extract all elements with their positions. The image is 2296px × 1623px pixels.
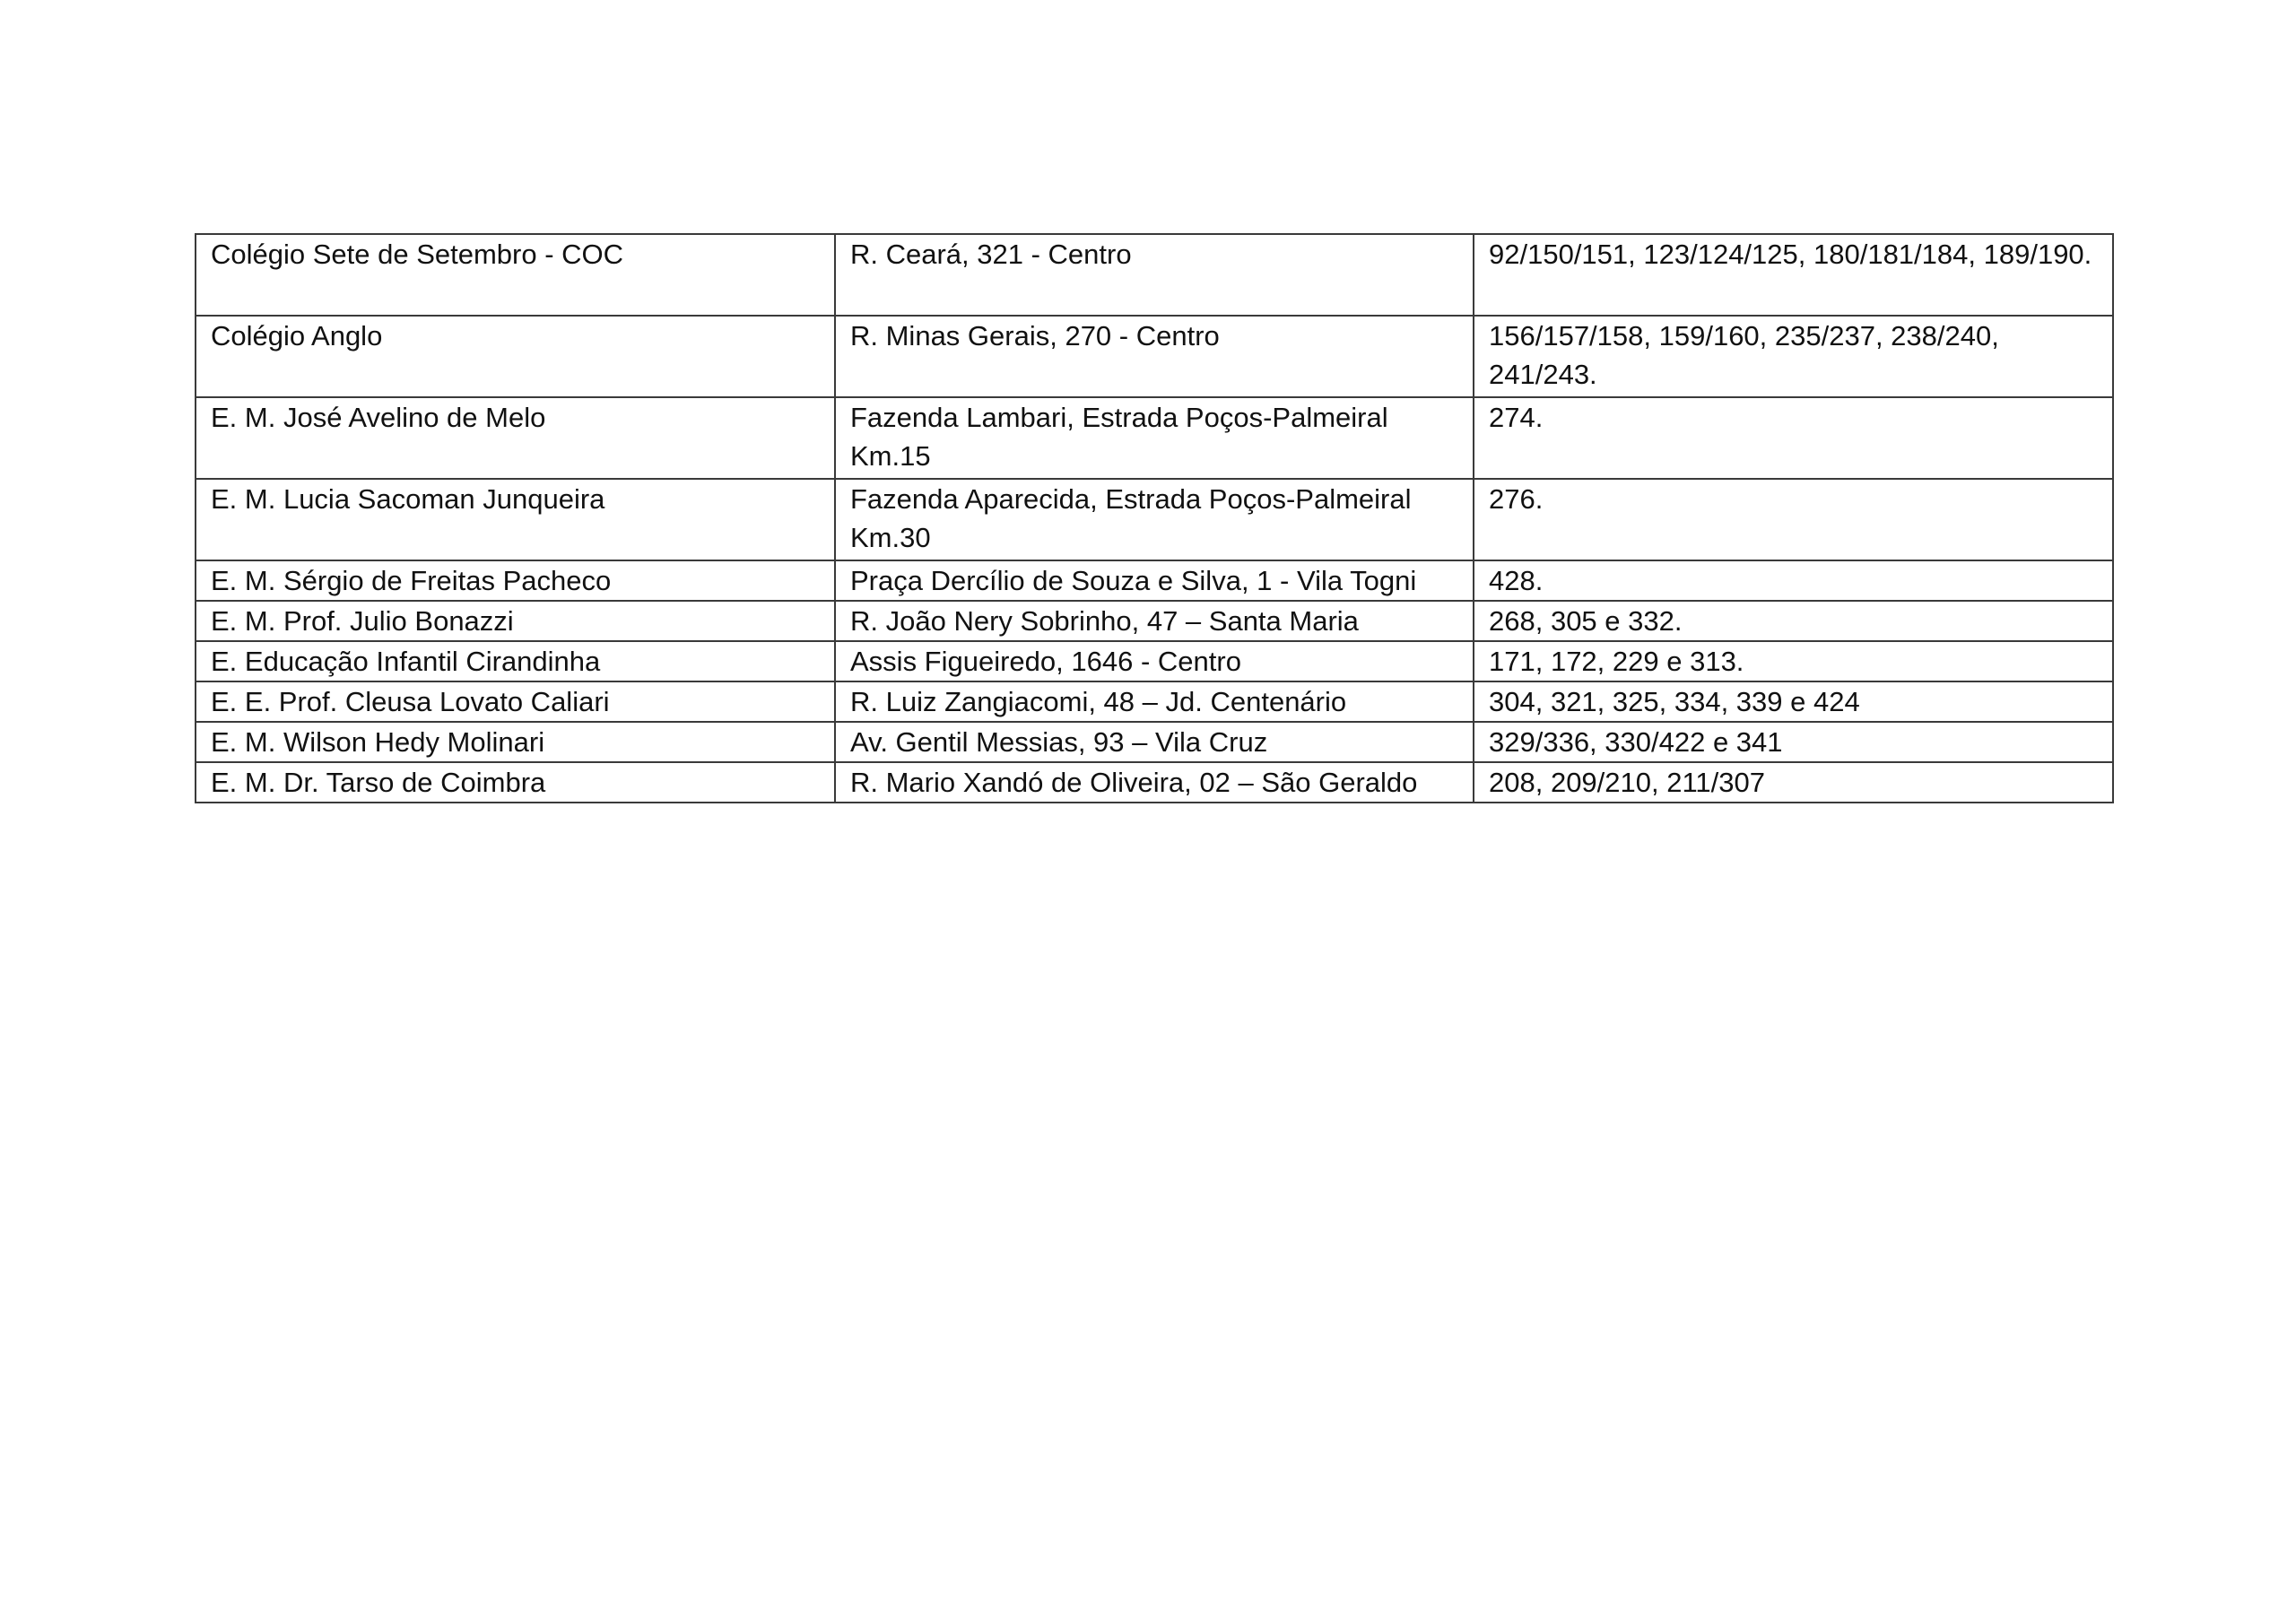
bus-lines-cell: 268, 305 e 332. bbox=[1474, 601, 2113, 641]
bus-lines-cell: 428. bbox=[1474, 560, 2113, 601]
school-name-cell: E. M. Sérgio de Freitas Pacheco bbox=[196, 560, 835, 601]
address-cell: R. Mario Xandó de Oliveira, 02 – São Geraldo bbox=[835, 762, 1474, 803]
address-cell: Fazenda Aparecida, Estrada Poços-Palmeiral Km.30 bbox=[835, 479, 1474, 560]
bus-lines-cell: 304, 321, 325, 334, 339 e 424 bbox=[1474, 681, 2113, 722]
address-cell: R. Luiz Zangiacomi, 48 – Jd. Centenário bbox=[835, 681, 1474, 722]
schools-table bbox=[195, 233, 2114, 803]
school-name-cell: E. M. Lucia Sacoman Junqueira bbox=[196, 479, 835, 560]
table-row bbox=[196, 641, 2113, 681]
school-name-cell: E. M. José Avelino de Melo bbox=[196, 397, 835, 479]
address-cell: Praça Dercílio de Souza e Silva, 1 - Vila Togni bbox=[835, 560, 1474, 601]
school-name-cell: Colégio Sete de Setembro - COC bbox=[196, 234, 835, 316]
bus-lines-cell: 329/336, 330/422 e 341 bbox=[1474, 722, 2113, 762]
address-cell: Av. Gentil Messias, 93 – Vila Cruz bbox=[835, 722, 1474, 762]
bus-lines-cell: 274. bbox=[1474, 397, 2113, 479]
address-cell: Fazenda Lambari, Estrada Poços-Palmeiral Km.15 bbox=[835, 397, 1474, 479]
school-name-cell: E. M. Prof. Julio Bonazzi bbox=[196, 601, 835, 641]
school-name-cell: E. M. Dr. Tarso de Coimbra bbox=[196, 762, 835, 803]
table-row bbox=[196, 479, 2113, 560]
table-row bbox=[196, 560, 2113, 601]
bus-lines-cell: 156/157/158, 159/160, 235/237, 238/240, 241/243. bbox=[1474, 316, 2113, 397]
school-name-cell: Colégio Anglo bbox=[196, 316, 835, 397]
bus-lines-cell: 171, 172, 229 e 313. bbox=[1474, 641, 2113, 681]
school-name-cell: E. Educação Infantil Cirandinha bbox=[196, 641, 835, 681]
address-cell: R. Minas Gerais, 270 - Centro bbox=[835, 316, 1474, 397]
address-cell: R. João Nery Sobrinho, 47 – Santa Maria bbox=[835, 601, 1474, 641]
bus-lines-cell: 92/150/151, 123/124/125, 180/181/184, 189/190. bbox=[1474, 234, 2113, 316]
table-row bbox=[196, 316, 2113, 397]
address-cell: Assis Figueiredo, 1646 - Centro bbox=[835, 641, 1474, 681]
table-row bbox=[196, 722, 2113, 762]
table-row bbox=[196, 397, 2113, 479]
bus-lines-cell: 208, 209/210, 211/307 bbox=[1474, 762, 2113, 803]
table-row bbox=[196, 601, 2113, 641]
address-cell: R. Ceará, 321 - Centro bbox=[835, 234, 1474, 316]
bus-lines-cell: 276. bbox=[1474, 479, 2113, 560]
table-row bbox=[196, 681, 2113, 722]
table-row bbox=[196, 234, 2113, 316]
school-name-cell: E. M. Wilson Hedy Molinari bbox=[196, 722, 835, 762]
school-name-cell: E. E. Prof. Cleusa Lovato Caliari bbox=[196, 681, 835, 722]
table-row bbox=[196, 762, 2113, 803]
